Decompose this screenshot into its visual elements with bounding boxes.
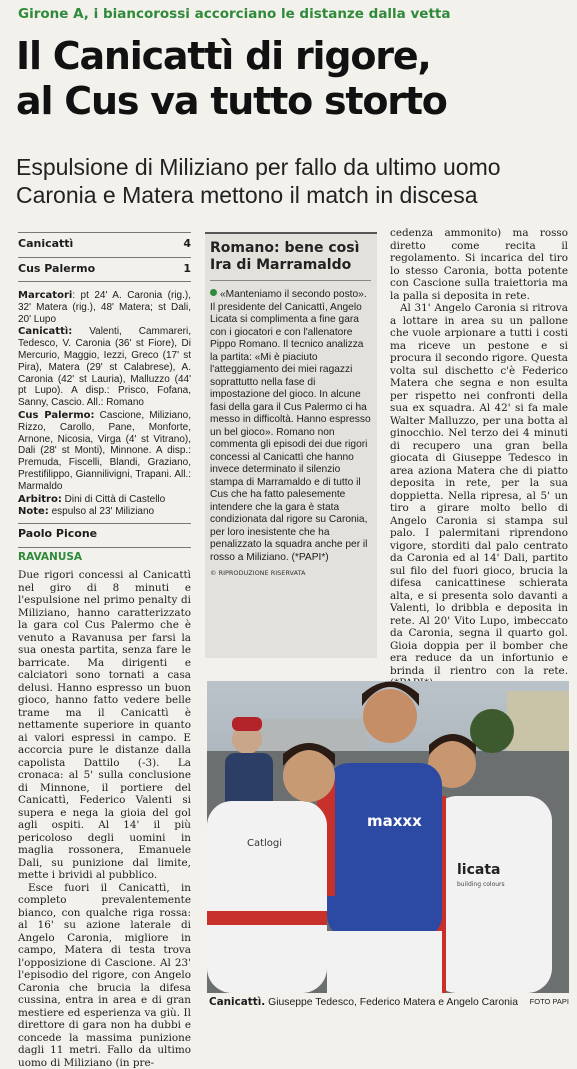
kicker: Girone A, i biancorossi accorciano le distanze dalla vetta <box>18 6 451 22</box>
article-body-left <box>18 569 191 1069</box>
bullet-dot-icon <box>210 289 217 296</box>
article-paragraph: Due rigori concessi al Canicattì nel giro di 8 minuti e l'espulsione nel primo penalty di Miliziano, hanno caratterizzato la gara col Cus Palermo che è venuto a Ravanusa per farsi la sua onesta partita, senza fare le barricate. Ma dirigenti e calciatori sono tornati a casa delusi. Hanno espresso un buon gioco, hanno fatto vedere belle trame ma il Canicattì è nettamente superiore in quanto ai valori espressi in campo. E accorcia pure le distanze dalla capolista Dattilo (-3). La cronaca: al 5' sulla conclusione di Minnone, il portiere del Canicattì, Federico Valenti si supera e nega la gioia del gol agli ospiti. Al 14' il più pericoloso degli uomini in maglia rossonera, Emanuele Dali, su punizione dal limite, mette i brividi al pubblico. <box>18 569 191 882</box>
scoreboard <box>18 232 191 282</box>
tabellino-label: Note: <box>18 506 49 518</box>
tabellino-text: Valenti, Cammareri, Tedesco, V. Caronia (36' st Fiore), Di Mercurio, Maggio, Iezzi, Greco (17' st Pira), Matera (29' st Calabrese), A. Caronia (42' st Lauria), Malluzzo (44' pt Lupo). A disp.: Prisco, Fofana, Sanny, Cascio. All.: Romano <box>18 326 191 409</box>
jersey-text-left: Catlogi <box>247 838 283 849</box>
caption-bold: Canicattì. <box>209 996 266 1008</box>
team-photo-illustration <box>207 681 569 993</box>
tabellino-entry <box>18 290 191 325</box>
team-photo <box>207 681 569 993</box>
right-column <box>390 227 568 706</box>
sidebar-box <box>205 232 377 658</box>
photo-credit: FOTO PAPI <box>529 997 569 1006</box>
deck-line-2: Caronia e Matera mettono il match in discesa <box>16 182 478 208</box>
tabellino-entry <box>18 506 191 518</box>
tabellino-label: Canicattì: <box>18 326 73 338</box>
headline <box>16 34 571 124</box>
sidebar-text <box>210 289 371 564</box>
score-row <box>18 258 191 283</box>
headline-line-2: al Cus va tutto storto <box>16 79 447 123</box>
tabellino-text: : pt 24' A. Caronia (rig.), 32' Matera (rig.), 48' Matera; st Dali, 20' Lupo <box>18 290 191 325</box>
jersey-text-right: licata <box>457 862 501 878</box>
sidebar-rights: © RIPRODUZIONE RISERVATA <box>210 569 306 577</box>
team-name: Canicattì <box>18 237 74 250</box>
tabellino-text: Dini di Città di Castello <box>61 493 166 505</box>
team-score: 1 <box>183 261 191 275</box>
tabellino-label: Cus Palermo: <box>18 409 95 421</box>
deck-line-1: Espulsione di Miliziano per fallo da ultimo uomo <box>16 154 501 180</box>
tabellino-label: Arbitro: <box>18 493 62 505</box>
article-paragraph: cedenza ammonito) ma rosso diretto come recita il regolamento. Si incarica del tiro lo stesso Caronia, botta potente con Cascione sulla traiettoria ma la palla si deposita in rete. <box>390 227 568 302</box>
byline: Paolo Picone <box>18 523 191 541</box>
tabellino-text: Cascione, Miliziano, Rizzo, Carollo, Pane, Monforte, Arnone, Nicosia, Virga (4' st Vitrano), Dali (28' st Monti), Minnone. A disp.: Premuda, Fiscelli, Blandi, Graziano, Prestifilippo, Giannilivigni, Trapani. All.: Marmaldo <box>18 409 191 492</box>
team-score: 4 <box>183 237 191 250</box>
left-column <box>18 232 191 1069</box>
deck <box>16 153 571 209</box>
tabellino-entry <box>18 326 191 409</box>
sidebar <box>205 232 377 658</box>
tabellino-entry <box>18 494 191 506</box>
jersey-text-right-sub: building colours <box>457 881 505 888</box>
dateline-place: RAVANUSA <box>18 547 191 564</box>
sidebar-title-line-1: Romano: bene così <box>210 240 360 256</box>
score-row <box>18 232 191 258</box>
sidebar-body: «Manteniamo il secondo posto». Il presidente del Canicattì, Angelo Licata si complimenta a fine gara con i giocatori e con l'allenatore Pippo Romano. Il tecnico analizza la partita: «Mi è piaciuto l'atteggiamento dei miei ragazzi soprattutto nella fase di impostazione del gioco. In alcune fasi della gara il Cus Palermo ci ha messo in difficoltà. Hanno espresso un bel gioco». Romano non commenta gli episodi dei due rigori concessi al Canicattì che hanno invece determinato il silenzio stampa di Marramaldo e di tutto il Cus che ha fatto palesemente intendere che la gara è stata condizionata dal rigore su Caronia, per loro inesistente che ha penalizzato la squadra anche per il rosso a Miliziano. (*PAPI*) <box>210 289 371 563</box>
sidebar-title-line-2: Ira di Marramaldo <box>210 257 352 273</box>
tabellino-text: espulso al 23' Miliziano <box>48 506 155 518</box>
tabellino-entry <box>18 410 191 493</box>
sidebar-title <box>210 240 371 281</box>
article-body-right <box>390 227 568 690</box>
tabellino <box>18 290 191 518</box>
caption-text: Giuseppe Tedesco, Federico Matera e Angelo Caronia <box>265 997 519 1008</box>
article-paragraph: Al 31' Angelo Caronia si ritrova a lottare in area su un pallone che vuole arpionare a tutti i costi ma riceve un pestone e si procura il secondo rigore. Questa volta sul dischetto c'è Federico Matera che segna e non esulta per rispetto nei confronti della sua ex squadra. Al 42' si fa male Walter Malluzzo, per una botta al ginocchio. Nel terzo dei 4 minuti di recupero una gran bella giocata di Giuseppe Tedesco in area aziona Matera che di piatto deposita in rete, per la sua doppietta. Nella ripresa, al 5' un tiro a girare molto bello di Angelo Caronia si stampa sul palo. I palermitani riprendono vigore, storditi dal palo centrato da Caronia ed al 14' Dali, partito sul filo del fuori gioco, brucia la difesa canicattinese schierata alta, e si presenta solo davanti a Valenti, lo dribbla e deposita in rete. Al 20' Vito Lupo, imbeccato da Caronia, segna il quarto gol. Gioia doppia per il bomber che era reduce da un infortunio e brinda il rientro con la rete. <box>390 302 568 677</box>
article-paragraph: Esce fuori il Canicattì, in completo prevalentemente bianco, con qualche riga rossa: al 16' su azione laterale di Angelo Caronia, migliore in campo, Matera di testa trova l'opposizione di Cascione. Al 23' l'episodio del rigore, con Angelo Caronia che brucia la difesa cussina, entra in area e di gran mestiere ed esperienza va giù. Il direttore di gara non ha dubbi e concede la massima punizione dagli 11 metri. Fallo da ultimo uomo di Miliziano (in pre- <box>18 881 191 1069</box>
tabellino-label: Marcatori <box>18 290 73 301</box>
photo-caption <box>209 996 569 1008</box>
jersey-text-blue: maxxx <box>367 812 422 830</box>
headline-line-1: Il Canicattì di rigore, <box>16 34 431 78</box>
team-name: Cus Palermo <box>18 261 96 275</box>
